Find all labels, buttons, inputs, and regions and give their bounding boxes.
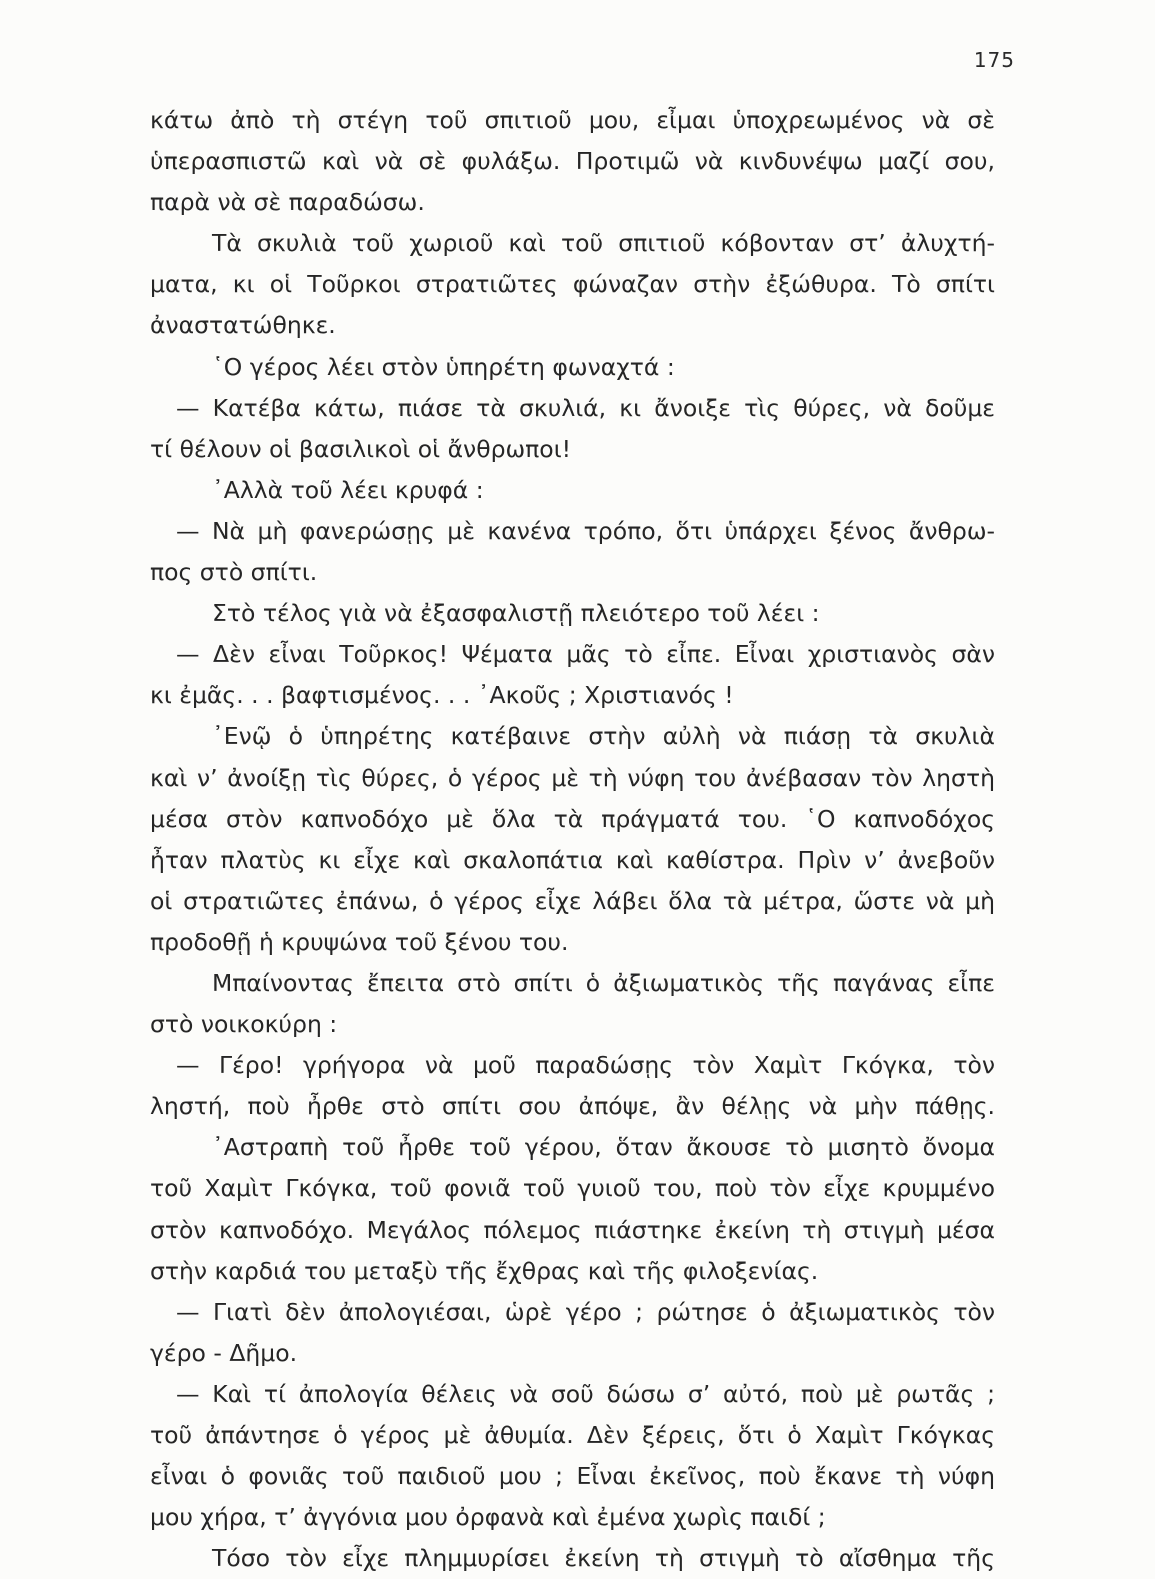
- text-line: ῾Ο γέρος λέει στὸν ὑπηρέτη φωναχτά :: [212, 352, 675, 381]
- body-text: [150, 100, 995, 1579]
- text-line: γέρο - Δῆμο.: [150, 1338, 298, 1367]
- text-line: — Νὰ μὴ φανερώσῃς μὲ κανένα τρόπο, ὅτι ὑπάρχει ξένος ἄνθρω-: [176, 516, 995, 545]
- text-line: τοῦ ἀπάντησε ὁ γέρος μὲ ἀθυμία. Δὲν ξέρεις, ὅτι ὁ Χαμὶτ Γκόγκας: [150, 1421, 995, 1449]
- text-line: μου χήρα, τ’ ἀγγόνια μου ὀρφανὰ καὶ ἐμένα χωρὶς παιδί ;: [150, 1503, 826, 1532]
- text-line: Τὰ σκυλιὰ τοῦ χωριοῦ καὶ τοῦ σπιτιοῦ κόβονταν στ’ ἀλυχτή-: [212, 229, 995, 258]
- text-line: ματα, κι οἱ Τοῦρκοι στρατιῶτες φώναζαν στὴν ἐξώθυρα. Τὸ σπίτι: [150, 270, 995, 299]
- text-line: Στὸ τέλος γιὰ νὰ ἐξασφαλιστῇ πλειότερο τοῦ λέει :: [212, 599, 820, 628]
- text-line: ᾿Αστραπὴ τοῦ ἦρθε τοῦ γέρου, ὅταν ἄκουσε τὸ μισητὸ ὄνομα: [212, 1133, 995, 1162]
- text-line: ὑπερασπιστῶ καὶ νὰ σὲ φυλάξω. Προτιμῶ νὰ κινδυνέψω μαζί σου,: [150, 147, 995, 176]
- text-line: εἶναι ὁ φονιᾶς τοῦ παιδιοῦ μου ; Εἶναι ἐκεῖνος, ποὺ ἔκανε τὴ νύφη: [150, 1462, 995, 1491]
- text-line: — Κατέβα κάτω, πιάσε τὰ σκυλιά, κι ἄνοιξε τὶς θύρες, νὰ δοῦμε: [176, 393, 995, 422]
- text-line: παρὰ νὰ σὲ παραδώσω.: [150, 188, 425, 217]
- text-line: οἱ στρατιῶτες ἐπάνω, ὁ γέρος εἶχε λάβει ὅλα τὰ μέτρα, ὥστε νὰ μὴ: [150, 886, 995, 915]
- page-number: 175: [973, 48, 1015, 72]
- text-line: προδοθῇ ἡ κρυψώνα τοῦ ξένου του.: [150, 927, 569, 956]
- text-line: ληστή, ποὺ ἦρθε στὸ σπίτι σου ἀπόψε, ἂν θέλῃς νὰ μὴν πάθῃς.: [150, 1092, 995, 1121]
- text-line: Τόσο τὸν εἶχε πλημμυρίσει ἐκείνη τὴ στιγμὴ τὸ αἴσθημα τῆς: [212, 1544, 995, 1573]
- text-line: Μπαίνοντας ἔπειτα στὸ σπίτι ὁ ἀξιωματικὸς τῆς παγάνας εἶπε: [212, 968, 995, 997]
- text-line: καὶ ν’ ἀνοίξῃ τὶς θύρες, ὁ γέρος μὲ τὴ νύφη του ἀνέβασαν τὸν ληστὴ: [150, 763, 995, 792]
- text-line: ἀναστατώθηκε.: [150, 311, 336, 340]
- text-line: κάτω ἀπὸ τὴ στέγη τοῦ σπιτιοῦ μου, εἶμαι ὑποχρεωμένος νὰ σὲ: [150, 106, 995, 134]
- text-line: στὴν καρδιά του μεταξὺ τῆς ἔχθρας καὶ τῆς φιλοξενίας.: [150, 1256, 819, 1285]
- text-line: — Γέρο! γρήγορα νὰ μοῦ παραδώσῃς τὸν Χαμὶτ Γκόγκα, τὸν: [176, 1051, 995, 1080]
- text-line: τί θέλουν οἱ βασιλικοὶ οἱ ἄνθρωποι!: [150, 434, 572, 463]
- text-line: ᾿Ενῷ ὁ ὑπηρέτης κατέβαινε στὴν αὐλὴ νὰ πιάσῃ τὰ σκυλιὰ: [212, 722, 995, 751]
- text-line: πος στὸ σπίτι.: [150, 558, 318, 587]
- text-line: στὸ νοικοκύρη :: [150, 1010, 338, 1039]
- text-line: τοῦ Χαμὶτ Γκόγκα, τοῦ φονιᾶ τοῦ γυιοῦ του, ποὺ τὸν εἶχε κρυμμένο: [150, 1174, 995, 1203]
- text-line: ᾿Αλλὰ τοῦ λέει κρυφά :: [212, 475, 484, 504]
- text-line: μέσα στὸν καπνοδόχο μὲ ὅλα τὰ πράγματά του. ῾Ο καπνοδόχος: [150, 804, 995, 833]
- text-line: στὸν καπνοδόχο. Μεγάλος πόλεμος πιάστηκε ἐκείνη τὴ στιγμὴ μέσα: [150, 1215, 995, 1244]
- text-line: — Καὶ τί ἀπολογία θέλεις νὰ σοῦ δώσω σ’ αὐτό, ποὺ μὲ ρωτᾶς ;: [176, 1379, 995, 1408]
- text-line: — Δὲν εἶναι Τοῦρκος! Ψέματα μᾶς τὸ εἶπε. Εἶναι χριστιανὸς σὰν: [176, 640, 995, 669]
- text-line: — Γιατὶ δὲν ἀπολογιέσαι, ὡρὲ γέρο ; ρώτησε ὁ ἀξιωματικὸς τὸν: [176, 1297, 995, 1326]
- text-line: ἦταν πλατὺς κι εἶχε καὶ σκαλοπάτια καὶ καθίστρα. Πρὶν ν’ ἀνεβοῦν: [150, 845, 995, 874]
- text-line: κι ἐμᾶς. . . βαφτισμένος. . . ᾿Ακοῦς ; Χριστιανός !: [150, 681, 734, 710]
